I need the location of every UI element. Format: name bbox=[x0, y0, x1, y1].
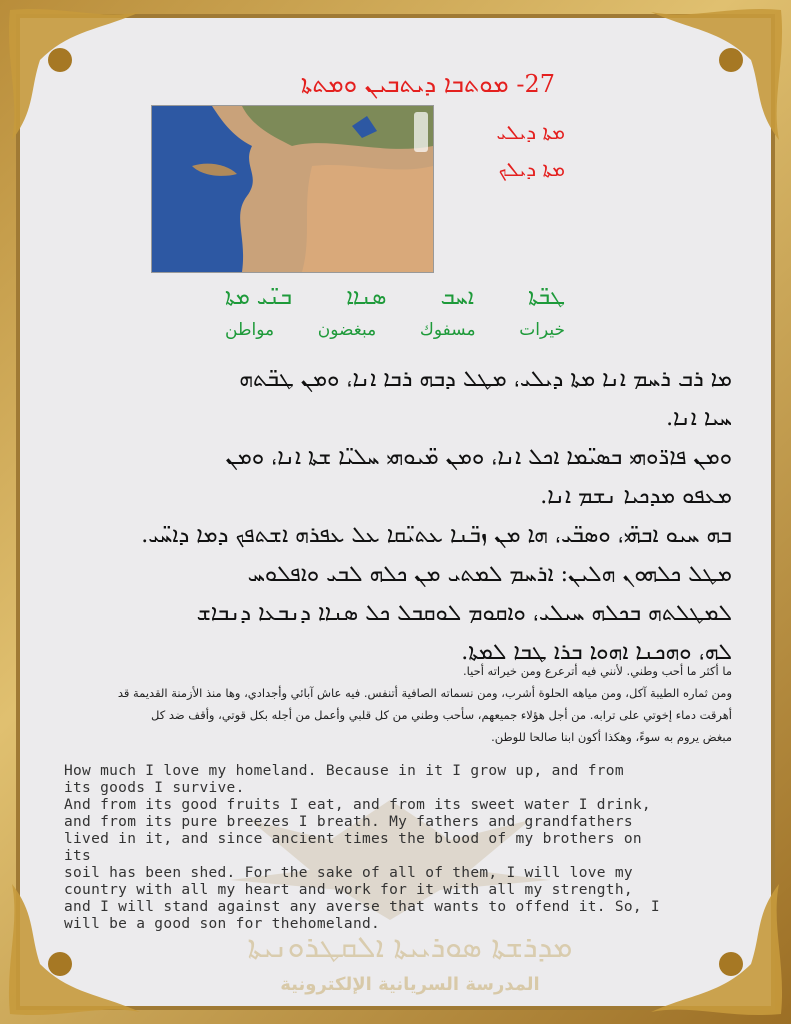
english-line: And from its good fruits I eat, and from its sweet water I drink, bbox=[64, 797, 651, 813]
syriac-line: ܡܥܦܘ ܡܕܟܝܐ ܢܫܡ ܐܢܐ. bbox=[540, 484, 732, 509]
english-line: lived in it, and since ancient times the blood of my brothers on its bbox=[64, 831, 642, 864]
english-paragraph bbox=[64, 763, 664, 933]
corner-ornament-icon bbox=[0, 0, 150, 150]
syriac-line: ܡܛܠ ܟܠܗܘܢ ܗܠܝܢ: ܐܪܚܡ ܠܡܬܝ ܡܢ ܟܠܗ ܠܒܝ ܘܐܦܠܘܚ bbox=[247, 562, 732, 587]
syriac-line: ܠܡܛܠܬܗ ܒܟܠܗ ܚܝܠܝ، ܘܐܩܘܡ ܠܘܩܒܠ ܟܠ ܣܢܐܐ ܕܢܒܥܐ ܕܢܒܐܫ bbox=[196, 601, 732, 626]
arabic-line: مبغض يروم به سوءً، وهكذا أكون ابنا صالحا للوطن. bbox=[491, 730, 732, 744]
vocab-syriac-row bbox=[225, 285, 565, 310]
vocab-syriac-word: ܣܢܐܐ bbox=[346, 285, 387, 310]
syriac-line: ܚܝܐ ܐܢܐ. bbox=[666, 406, 732, 431]
subtitle-1: ܡܬܐ ܕܝܠܝ bbox=[496, 120, 565, 144]
english-line: How much I love my homeland. Because in it I grow up, and from bbox=[64, 763, 624, 779]
vocab-arabic-word: خيرات bbox=[519, 320, 565, 340]
map-image bbox=[151, 105, 434, 273]
arabic-line: ومن ثماره الطيبة آكل، ومن مياهه الحلوة أشرب، ومن نسماته الصافية أتنفس. فيه عاش آبائي وأجدادي، وها منذ الأزمنة القديمة قد bbox=[117, 686, 732, 700]
watermark-syriac: ܡܕܪܫܬܐ ܣܘܪܝܝܬܐ ܐܠܩܛܪܘܢܝܬܐ bbox=[247, 930, 573, 965]
syriac-line: ܡܐ ܪܒ ܪܚܡ ܐܢܐ ܡܬܐ ܕܝܠܝ، ܡܛܠ ܕܒܗ ܪܒܐ ܐܢܐ، ܘܡܢ ܛܒ̈ܬܗ bbox=[239, 367, 732, 392]
syriac-paragraph bbox=[62, 360, 732, 672]
english-line: its goods I survive. bbox=[64, 780, 245, 796]
syriac-line: ܘܡܢ ܦܐܪ̈ܘܗܝ ܒܣܝ̈ܡܐ ܐܟܠ ܐܢܐ، ܘܡܢ ܡ̈ܝܘܗܝ ܚܠܝ̈ܐ ܫܬܐ ܐܢܐ، ܘܡܢ bbox=[225, 445, 732, 470]
lesson-title: 27- ܡܘܬܒܐ ܕܝܬܒܝܢ ܘܡܬܬܐ bbox=[300, 70, 555, 98]
vocab-syriac-word: ܛܒ̈ܬܐ bbox=[528, 285, 565, 310]
english-line: country with all my heart and work for it with all my strength, bbox=[64, 882, 633, 898]
subtitle-2: ܡܬܐ ܕܝܠܟ bbox=[498, 157, 565, 181]
vocab-arabic-row bbox=[225, 320, 565, 340]
english-line: and from its pure breezes I breath. My fathers and grandfathers bbox=[64, 814, 633, 830]
english-line: soil has been shed. For the sake of all of them, I will love my bbox=[64, 865, 633, 881]
english-line: will be a good son for thehomeland. bbox=[64, 916, 381, 932]
arabic-line: ما أكثر ما أحب وطني. لأنني فيه أترعرع ومن خيراته أحيا. bbox=[462, 664, 732, 678]
syriac-line: ܒܗ ܚܝܘ ܐܒܗ̈ܝ، ܘܣܒ̈ܝ، ܗܐ ܡܢ ܙܒ̈ܢܐ ܥܬܝ̈ܩܐ ܥܠ ܥܦܪܗ ܐܫܬܦܟ ܕܡܐ ܕܐܚ̈ܝ. bbox=[141, 523, 732, 548]
arabic-line: أهرقت دماء إخوتي على ترابه. من أجل هؤلاء جميعهم، سأحب وطني من كل قلبي وأعمل من أجله بكل قوتي، وأقف ضد كل bbox=[151, 708, 732, 722]
map-terrain-icon bbox=[152, 106, 433, 272]
vocab-arabic-word: مسفوك bbox=[419, 320, 476, 340]
watermark-arabic: المدرسة السريانية الإلكترونية bbox=[280, 974, 540, 995]
corner-ornament-icon bbox=[641, 0, 791, 150]
english-line: and I will stand against any averse that wants to offend it. So, I bbox=[64, 899, 660, 915]
vocab-syriac-word: ܐܚܒ bbox=[440, 285, 474, 310]
vocab-syriac-word: ܒܢ̈ܝ ܡܬܐ bbox=[225, 285, 293, 310]
vocab-arabic-word: مبغضون bbox=[317, 320, 377, 340]
arabic-paragraph bbox=[62, 660, 732, 748]
syriac-line: ܠܗ، ܘܗܟܢܐ ܐܗܘܐ ܒܪܐ ܛܒܐ ܠܡܬܐ. bbox=[461, 640, 732, 665]
vocab-arabic-word: مواطن bbox=[225, 320, 275, 340]
